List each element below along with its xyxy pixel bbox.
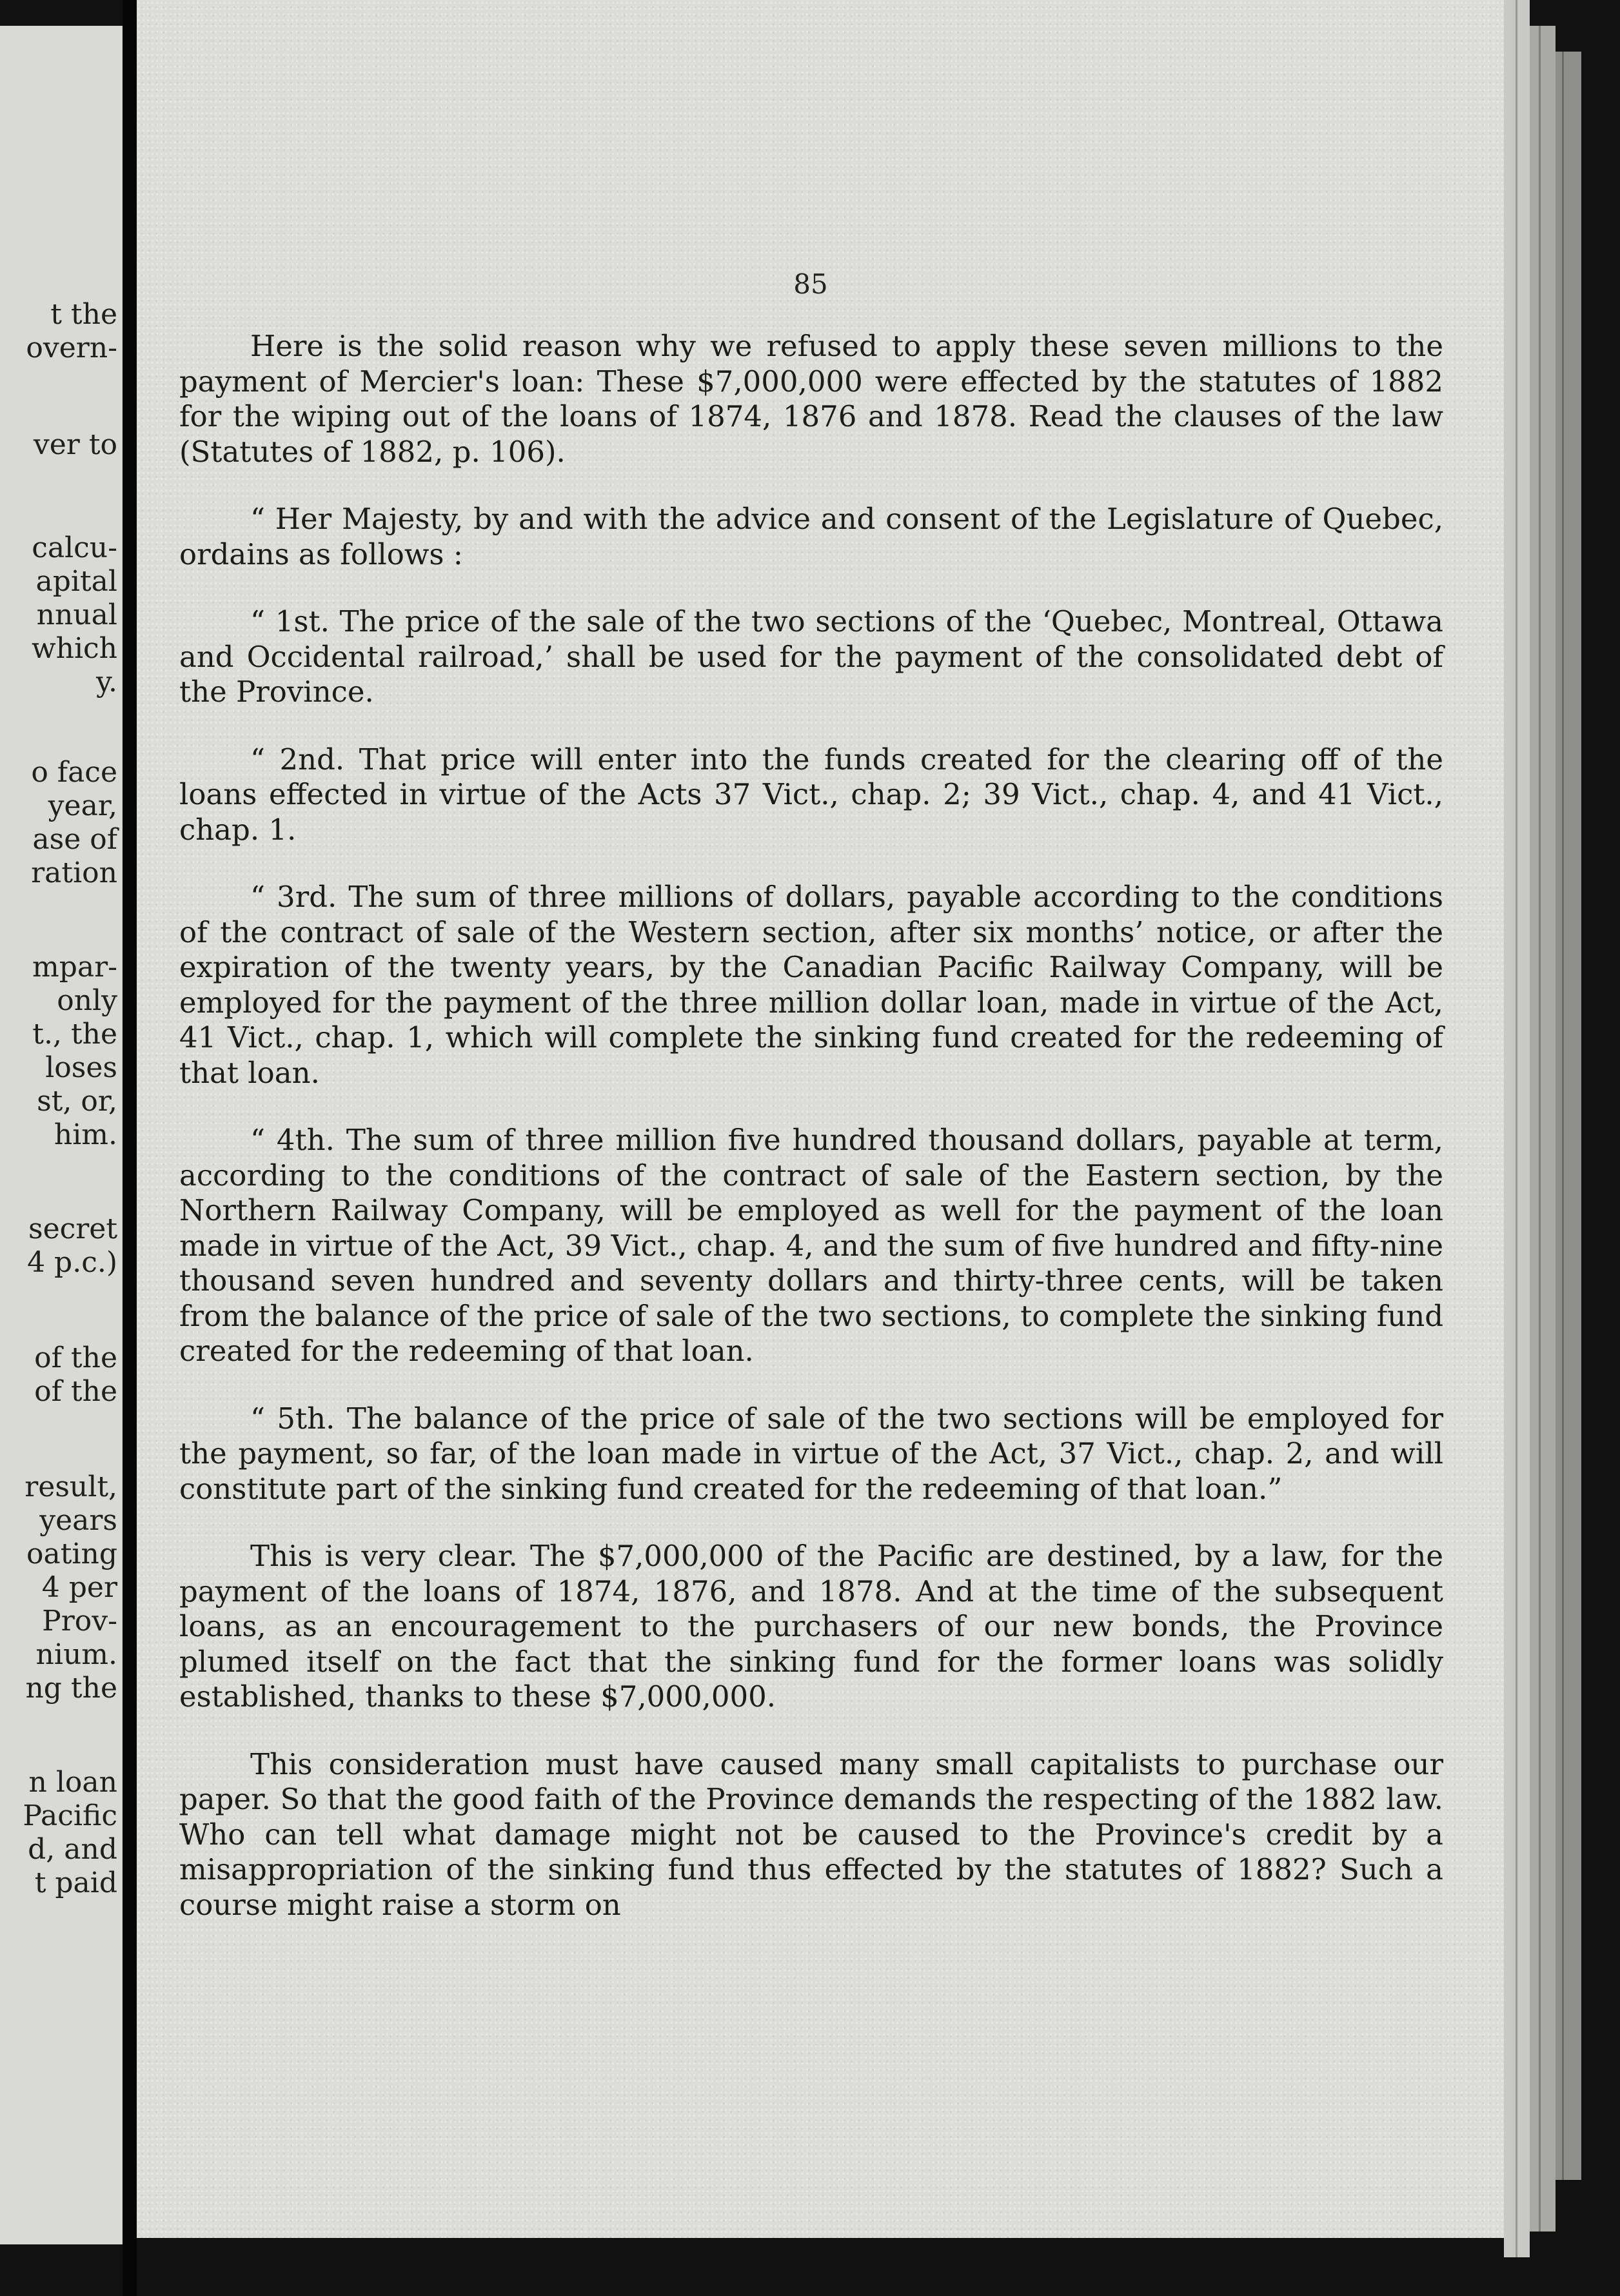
left-page-line-fragment: mpar- (32, 951, 117, 984)
left-page-line-fragment: ration (31, 856, 117, 889)
book-page (137, 0, 1504, 2238)
left-page-line-fragment: nium. (35, 1638, 117, 1671)
page-number: 85 (793, 268, 828, 300)
left-page-line-fragment: only (57, 984, 117, 1017)
page-edge (1504, 0, 1530, 2257)
left-page-line-fragment: 4 p.c.) (27, 1246, 117, 1279)
left-page-line-fragment: nnual (36, 599, 117, 631)
quoted-paragraph: “ 3rd. The sum of three millions of dollars, payable according to the conditions of the contract of sale of the Western section, after six months’ notice, or after the expiration of the twenty years, by the Canadian Pacific Railway Company, will be employed for the payment of the three million dollar loan, made in virtue of the Act, 41 Vict., chap. 1, which will complete the sinking fund created for the redeeming of that loan. (179, 880, 1443, 1090)
left-page-line-fragment: st, or, (37, 1085, 117, 1118)
quoted-paragraph: “ 1st. The price of the sale of the two sections of the ‘Quebec, Montreal, Ottawa and Occidental railroad,’ shall be used for the payment of the consolidated debt of the Province. (179, 604, 1443, 709)
left-page-line-fragment: secret (28, 1212, 117, 1245)
left-page-line-fragment: ng the (25, 1672, 117, 1705)
left-page-line-fragment: t the (50, 298, 117, 331)
page-body (179, 329, 1443, 1923)
left-page-line-fragment: oating (26, 1538, 117, 1570)
left-page-line-fragment: ase of (32, 823, 117, 856)
left-page-line-fragment: overn- (26, 332, 117, 364)
left-page-line-fragment: of the (34, 1341, 117, 1374)
left-page-line-fragment: 4 per (41, 1571, 117, 1604)
left-page-line-fragment: loses (45, 1051, 117, 1084)
left-page-line-fragment: d, and (28, 1833, 117, 1866)
left-page-line-fragment: result, (25, 1470, 117, 1503)
quoted-paragraph: “ 4th. The sum of three million five hundred thousand dollars, payable at term, according to the conditions of the contract of sale of the Eastern section, by the Northern Railway Company, will be employed as well for the payment of the loan made in virtue of the Act, 39 Vict., chap. 4, and the sum of five hundred and fifty-nine thousand seven hundred and seventy dollars and thirty-three cents, will be taken from the balance of the price of sale of the two sections, to complete the sinking fund created for the redeeming of that loan. (179, 1123, 1443, 1368)
page-edge (1530, 26, 1556, 2232)
left-page-line-fragment: year, (48, 789, 117, 822)
page-edge (1556, 52, 1581, 2180)
left-page-line-fragment: y. (96, 666, 117, 698)
left-page-line-fragment: years (39, 1504, 117, 1537)
paragraph: Here is the solid reason why we refused to apply these seven millions to the payment of Mercier's loan: These $7,000,000 were effected by the statutes of 1882 for the wiping out of the loans of 1874, 1876 and 1878. Read the clauses of the law (Statutes of 1882, p. 106). (179, 329, 1443, 469)
left-page-line-fragment: apital (35, 565, 117, 598)
quoted-paragraph: “ 5th. The balance of the price of sale of the two sections will be employed for the payment, so far, of the loan made in virtue of the Act, 37 Vict., chap. 2, and will constitute part of the sinking fund created for the redeeming of that loan.” (179, 1401, 1443, 1506)
quoted-paragraph: “ 2nd. That price will enter into the funds created for the clearing off of the loans effected in virtue of the Acts 37 Vict., chap. 2; 39 Vict., chap. 4, and 41 Vict., chap. 1. (179, 742, 1443, 847)
quoted-paragraph: “ Her Majesty, by and with the advice and consent of the Legislature of Quebec, ordains as follows : (179, 502, 1443, 571)
left-page-line-fragment: ver to (33, 428, 117, 461)
left-page-line-fragment: Prov- (42, 1605, 117, 1638)
left-page-line-fragment: Pacific (23, 1799, 117, 1832)
left-page-line-fragment: o face (31, 756, 117, 789)
paragraph: This is very clear. The $7,000,000 of the Pacific are destined, by a law, for the payment of the loans of 1874, 1876, and 1878. And at the time of the subsequent loans, as an encouragement to the purchasers of our new bonds, the Province plumed itself on the fact that the sinking fund for the former loans was solidly established, thanks to these $7,000,000. (179, 1539, 1443, 1714)
left-page-line-fragment: of the (34, 1375, 117, 1408)
previous-page-fragment (0, 26, 123, 2244)
left-page-line-fragment: t paid (34, 1866, 117, 1899)
left-page-line-fragment: him. (54, 1118, 117, 1151)
left-page-line-fragment: calcu- (32, 531, 117, 564)
left-page-line-fragment: which (31, 632, 117, 665)
paragraph: This consideration must have caused many small capitalists to purchase our paper. So that the good faith of the Province demands the respecting of the 1882 law. Who can tell what damage might not be caused to the Province's credit by a misappropriation of the sinking fund thus effected by the statutes of 1882? Such a course might raise a storm on (179, 1747, 1443, 1922)
book-gutter (123, 0, 137, 2296)
left-page-line-fragment: n loan (28, 1766, 117, 1799)
left-page-line-fragment: t., the (32, 1018, 117, 1051)
